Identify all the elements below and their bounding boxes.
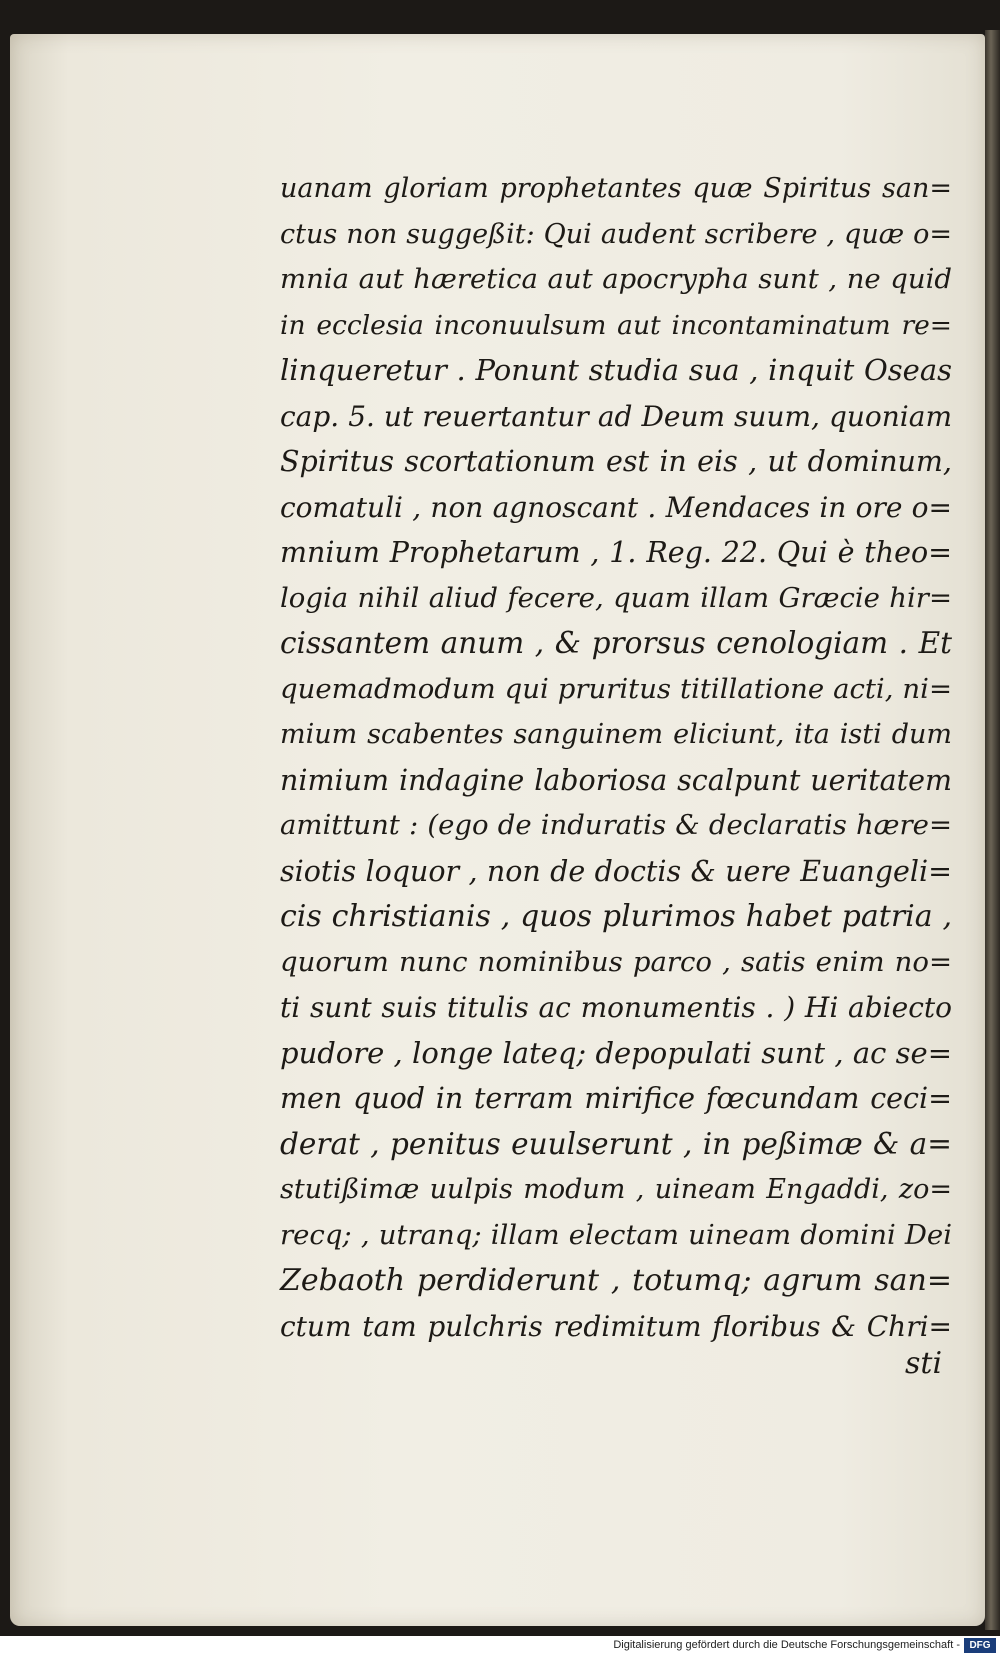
text-line: quemadmodum qui pruritus titillatione acti, ni= [280,672,952,705]
body-text [280,166,952,1349]
text-line: ti sunt suis titulis ac monumentis . ) Hi abiecto [280,991,952,1024]
text-line: siotis loquor , non de doctis & uere Euangeli= [280,854,952,888]
text-line: Zebaoth perdiderunt , totumq; agrum san= [280,1263,952,1298]
text-line: logia nihil aliud fecere, quam illam Græcie hir= [280,581,952,614]
text-line: ctus non suggeßit: Qui audent scribere , quæ o= [280,218,952,250]
text-line: cis christianis , quos plurimos habet patria , [280,899,952,934]
catchword: sti [905,1346,943,1381]
text-line: in ecclesia inconuulsum aut incontaminatum re= [280,309,952,341]
text-line: mnium Prophetarum , 1. Reg. 22. Qui è theo= [280,536,952,569]
text-line: cap. 5. ut reuertantur ad Deum suum, quoniam [280,399,952,433]
dfg-logo-icon: DFG [964,1638,996,1653]
text-line: amittunt : (ego de induratis & declaratis hære= [280,809,952,841]
text-line: men quod in terram mirifice fœcundam ceci= [280,1082,952,1115]
text-line: mium scabentes sanguinem eliciunt, ita isti dum [280,719,952,750]
page-edge [985,30,1000,1630]
text-line: cissantem anum , & prorsus cenologiam . Et [280,626,952,660]
text-line: Spiritus scortationum est in eis , ut dominum, [280,445,952,478]
text-line: pudore , longe lateq; depopulati sunt , ac se= [280,1035,952,1070]
text-line: linqueretur . Ponunt studia sua , inquit Oseas [280,353,952,387]
text-line: ctum tam pulchris redimitum floribus & Chri= [280,1309,952,1343]
text-line: recq; , utranq; illam electam uineam domini Dei [280,1218,952,1251]
text-line: comatuli , non agnoscant . Mendaces in ore o= [280,490,952,524]
text-line: stutißimæ uulpis modum , uineam Engaddi, zo= [280,1174,952,1205]
text-line: nimium indagine laboriosa scalpunt ueritatem [280,763,952,797]
text-line: quorum nunc nominibus parco , satis enim no= [280,945,952,978]
funding-credit: Digitalisierung gefördert durch die Deutsche Forschungsgemeinschaft - [613,1639,960,1651]
text-line: derat , penitus euulserunt , in peßimæ & a= [280,1126,952,1161]
text-line: uanam gloriam prophetantes quæ Spiritus san= [280,173,952,204]
text-line: mnia aut hæretica aut apocrypha sunt , ne quid [280,263,952,295]
